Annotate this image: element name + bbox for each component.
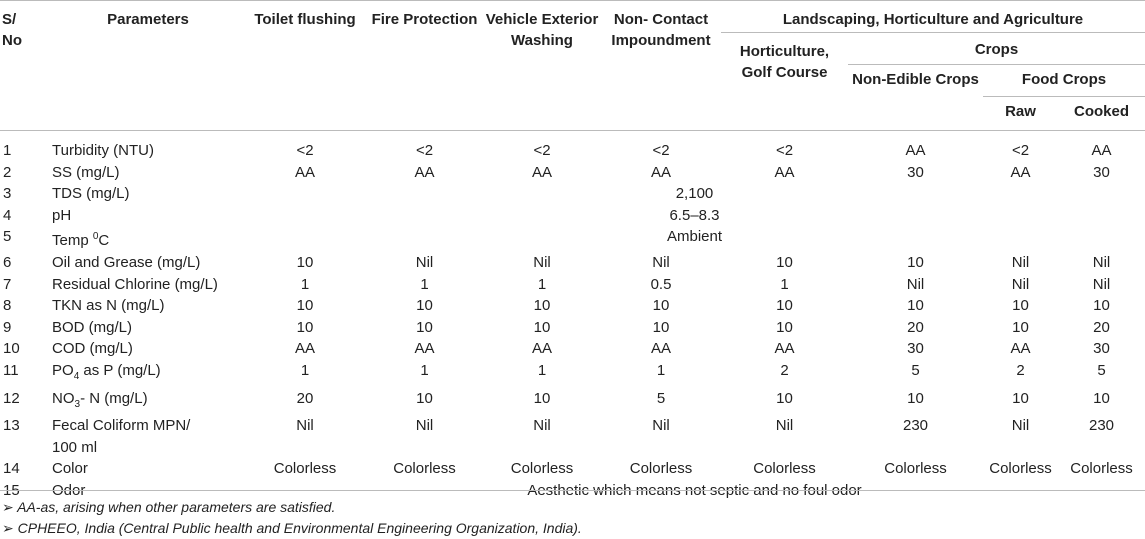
value-cell: 30 xyxy=(907,163,924,181)
table-row xyxy=(0,295,1145,317)
value-cell: 10 xyxy=(652,297,670,315)
value-cell: AA xyxy=(1010,340,1031,358)
value-cell: Nil xyxy=(1092,253,1111,271)
value-cell: AA xyxy=(531,340,552,358)
value-cell: Nil xyxy=(775,417,794,435)
value-cell: AA xyxy=(650,340,671,358)
value-cell: 1 xyxy=(656,361,666,379)
parameter-name: COD (mg/L) xyxy=(52,340,133,358)
value-cell: AA xyxy=(294,340,315,358)
value-cell: 10 xyxy=(1012,297,1029,315)
row-number: 11 xyxy=(3,361,19,379)
row-number: 9 xyxy=(3,318,12,336)
header-non-contact: Non- Contact Impoundment xyxy=(611,11,711,49)
value-cell: Nil xyxy=(1011,253,1030,271)
header-sno: S/ No xyxy=(2,11,22,49)
table-row xyxy=(0,415,1145,458)
value-cell: 10 xyxy=(296,253,314,271)
header-crops: Crops xyxy=(848,33,1145,65)
parameter-name: Oil and Grease (mg/L) xyxy=(52,253,201,271)
value-cell: 20 xyxy=(296,389,314,407)
value-cell: 10 xyxy=(776,297,793,315)
table-row xyxy=(0,252,1145,274)
table-row xyxy=(0,317,1145,339)
parameter-name-part: as P (mg/L) xyxy=(79,361,161,379)
table-row xyxy=(0,183,1145,205)
parameter-name: Odor xyxy=(52,481,86,499)
row-number: 5 xyxy=(3,228,12,246)
value-cell: 2 xyxy=(1016,361,1025,379)
header-fire-protection: Fire Protection xyxy=(371,11,478,28)
value-cell: <2 xyxy=(533,142,551,159)
value-cell: AA xyxy=(905,142,926,159)
value-cell: <2 xyxy=(296,142,314,159)
value-cell: 1 xyxy=(300,361,310,379)
value-cell: 10 xyxy=(416,318,433,336)
value-cell: 10 xyxy=(776,389,793,407)
value-cell: Colorless xyxy=(393,460,456,478)
value-cell: 20 xyxy=(1093,318,1110,336)
parameter-name xyxy=(52,360,244,388)
value-cell: 1 xyxy=(537,361,547,379)
value-cell: AA xyxy=(774,340,795,358)
value-cell: 1 xyxy=(420,275,429,293)
value-cell: 30 xyxy=(1093,340,1110,358)
table-row xyxy=(0,131,1145,162)
parameter-name xyxy=(52,226,244,252)
value-cell: <2 xyxy=(415,142,434,159)
value-cell: 230 xyxy=(902,417,929,435)
value-cell: 5 xyxy=(1097,361,1106,379)
value-cell: 10 xyxy=(1093,297,1110,315)
value-cell: 1 xyxy=(780,275,789,293)
value-cell: 10 xyxy=(776,253,793,271)
row-number: 4 xyxy=(3,206,12,224)
header-parameters: Parameters xyxy=(107,11,189,28)
value-cell: Colorless xyxy=(510,460,574,478)
value-cell: 10 xyxy=(907,389,924,407)
value-cell: Nil xyxy=(1011,417,1030,435)
parameter-name xyxy=(52,388,244,416)
value-cell: Colorless xyxy=(1070,460,1133,478)
value-cell: 10 xyxy=(296,318,314,336)
value-cell: AA xyxy=(774,163,795,181)
row-number: 15 xyxy=(3,481,20,499)
value-cell: Nil xyxy=(415,417,434,435)
parameter-name-part: PO xyxy=(52,361,74,379)
value-cell: 10 xyxy=(296,297,314,315)
value-cell: 5 xyxy=(911,361,920,379)
value-cell: 20 xyxy=(907,318,924,336)
value-cell: AA xyxy=(650,163,671,181)
value-cell: 5 xyxy=(656,389,666,407)
footnote-aa: ➢ AA-as, arising when other parameters are satisfied. xyxy=(2,499,336,515)
row-number: 14 xyxy=(3,460,20,478)
parameter-name: pH xyxy=(52,206,72,224)
value-cell: 10 xyxy=(907,253,924,271)
value-cell: Nil xyxy=(296,417,314,435)
value-cell: 10 xyxy=(907,297,924,315)
value-cell: 2 xyxy=(780,361,789,379)
value-cell: 230 xyxy=(1088,417,1115,435)
value-cell: Nil xyxy=(533,417,551,435)
value-cell: 1 xyxy=(420,361,429,379)
parameter-name-part: Temp xyxy=(52,232,93,250)
parameter-name: BOD (mg/L) xyxy=(52,318,133,336)
row-number: 6 xyxy=(3,253,12,271)
header-horticulture: Horticulture, Golf Course xyxy=(739,43,830,81)
header-vehicle-washing: Vehicle Exterior Washing xyxy=(485,11,599,49)
value-cell: 10 xyxy=(652,318,670,336)
value-cell: AA xyxy=(414,163,435,181)
value-cell: 10 xyxy=(533,389,551,407)
table-row xyxy=(0,205,1145,227)
table-row xyxy=(0,388,1145,416)
value-cell: Nil xyxy=(1092,275,1111,293)
value-cell: 10 xyxy=(1012,318,1029,336)
value-cell: AA xyxy=(294,163,315,181)
value-cell: 10 xyxy=(416,389,433,407)
value-cell: 10 xyxy=(776,318,793,336)
parameter-superscript: 0 xyxy=(92,231,99,243)
footnotes xyxy=(0,490,1145,539)
value-cell: 10 xyxy=(416,297,433,315)
header-non-edible: Non-Edible Crops xyxy=(852,71,979,88)
value-cell: 1 xyxy=(300,275,310,293)
value-cell: Colorless xyxy=(989,460,1052,478)
table-row xyxy=(0,226,1145,252)
value-cell: Nil xyxy=(906,275,925,293)
parameter-name: Fecal Coliform MPN/ 100 ml xyxy=(52,417,191,456)
table-row xyxy=(0,162,1145,184)
value-cell: <2 xyxy=(775,142,794,159)
value-cell: <2 xyxy=(1011,142,1030,159)
value-cell: 10 xyxy=(533,318,551,336)
value-cell: Nil xyxy=(415,253,434,271)
merged-value-cell: 2,100 xyxy=(675,185,714,203)
merged-value-cell: 6.5–8.3 xyxy=(669,206,720,224)
table-row xyxy=(0,458,1145,480)
row-number: 8 xyxy=(3,297,12,315)
value-cell: Colorless xyxy=(753,460,816,478)
value-cell: Colorless xyxy=(884,460,947,478)
value-cell: AA xyxy=(1010,163,1031,181)
value-cell: 1 xyxy=(537,275,547,293)
value-cell: <2 xyxy=(652,142,670,159)
value-cell: 10 xyxy=(1012,389,1029,407)
parameter-name-part: - N (mg/L) xyxy=(80,389,148,407)
row-number: 2 xyxy=(3,163,12,181)
value-cell: Nil xyxy=(1011,275,1030,293)
parameter-name-part: C xyxy=(98,232,110,250)
header-food-crops: Food Crops xyxy=(983,65,1145,97)
value-cell: 10 xyxy=(533,297,551,315)
value-cell: 30 xyxy=(907,340,924,358)
table-row xyxy=(0,360,1145,388)
parameter-name: TDS (mg/L) xyxy=(52,185,130,203)
value-cell: AA xyxy=(1091,142,1112,159)
merged-value-cell: Aesthetic which means not septic and no foul odor xyxy=(527,481,862,499)
parameter-name: Turbidity (NTU) xyxy=(52,142,154,159)
value-cell: Colorless xyxy=(629,460,693,478)
row-number: 10 xyxy=(3,340,20,358)
parameter-name: Residual Chlorine (mg/L) xyxy=(52,275,218,293)
header-cooked: Cooked xyxy=(1073,103,1129,120)
value-cell: 10 xyxy=(1093,389,1110,407)
parameter-name: SS (mg/L) xyxy=(52,163,120,181)
row-number: 7 xyxy=(3,275,12,293)
table-row xyxy=(0,338,1145,360)
value-cell: AA xyxy=(414,340,435,358)
parameter-name-part: NO xyxy=(52,389,75,407)
value-cell: 0.5 xyxy=(650,275,672,293)
header-raw: Raw xyxy=(1005,103,1036,120)
value-cell: Nil xyxy=(652,417,670,435)
header-landscaping: Landscaping, Horticulture and Agriculture xyxy=(721,1,1145,33)
row-number: 1 xyxy=(3,142,12,159)
parameter-name: Color xyxy=(52,460,88,478)
table-row xyxy=(0,274,1145,296)
value-cell: Nil xyxy=(533,253,551,271)
row-number: 13 xyxy=(3,417,20,435)
parameter-subscript: 3 xyxy=(74,398,81,410)
parameter-name: TKN as N (mg/L) xyxy=(52,297,165,315)
merged-value-cell: Ambient xyxy=(666,228,723,246)
value-cell: 30 xyxy=(1093,163,1110,181)
header-toilet-flushing: Toilet flushing xyxy=(254,11,356,28)
row-number: 3 xyxy=(3,185,12,203)
footnote-cpheeo: ➢ CPHEEO, India (Central Public health and Environmental Engineering Organization, India). xyxy=(2,520,582,536)
row-number: 12 xyxy=(3,389,20,407)
parameter-subscript: 4 xyxy=(73,370,80,382)
value-cell: Colorless xyxy=(273,460,337,478)
value-cell: Nil xyxy=(652,253,670,271)
value-cell: AA xyxy=(531,163,552,181)
